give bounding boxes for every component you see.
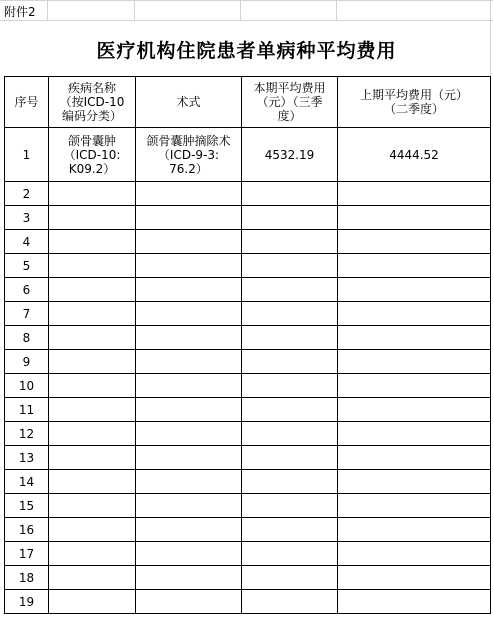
row-disease [49,566,136,590]
table-row [5,470,491,494]
row-previous-cost: 4444.52 [338,128,491,182]
row-seq: 15 [5,494,49,518]
row-disease [49,206,136,230]
row-current-cost [242,350,338,374]
table-row [5,590,491,614]
row-current-cost [242,374,338,398]
header-disease-line: 编码分类） [61,109,122,123]
header-previous-line: 上期平均费用（元） [359,88,468,102]
row-previous-cost [338,374,491,398]
row-disease [49,254,136,278]
table-row [5,398,491,422]
row-previous-cost [338,206,491,230]
row-procedure [136,182,242,206]
row-disease [49,542,136,566]
row-previous-cost [338,254,491,278]
row-previous-cost [338,566,491,590]
row-seq: 2 [5,182,49,206]
row-current-cost [242,398,338,422]
row-procedure [136,326,242,350]
table-row [5,128,491,182]
row-procedure [136,494,242,518]
table-row [5,446,491,470]
row-disease [49,374,136,398]
header-current-line: （元）（三季 [256,95,323,109]
row-disease [49,182,136,206]
row-previous-cost [338,350,491,374]
row-current-cost [242,254,338,278]
row-previous-cost [338,182,491,206]
table-row [5,326,491,350]
row-current-cost: 4532.19 [242,128,338,182]
table-row [5,422,491,446]
row-disease [49,398,136,422]
row-procedure [136,518,242,542]
row-seq: 10 [5,374,49,398]
row-disease [49,518,136,542]
header-procedure: 术式 [136,77,242,128]
header-previous-line: （二季度） [383,102,444,116]
table-row [5,206,491,230]
header-seq: 序号 [5,77,49,128]
row-procedure [136,254,242,278]
row-current-cost [242,494,338,518]
row-previous-cost [338,494,491,518]
table-row [5,494,491,518]
header-disease-line: 疾病名称 [67,81,116,95]
row-seq: 19 [5,590,49,614]
attachment-label: 附件2 [4,5,36,19]
row-current-cost [242,446,338,470]
row-seq: 8 [5,326,49,350]
row-disease [49,470,136,494]
row-procedure [136,542,242,566]
row-seq: 5 [5,254,49,278]
row-current-cost [242,302,338,326]
row-seq: 7 [5,302,49,326]
gridline [47,0,48,20]
row-current-cost [242,566,338,590]
table-row [5,182,491,206]
table-row [5,230,491,254]
row-procedure [136,206,242,230]
row-seq: 16 [5,518,49,542]
row-seq: 6 [5,278,49,302]
row-procedure [136,230,242,254]
row-previous-cost [338,278,491,302]
row-previous-cost [338,518,491,542]
header-current-cost [242,77,338,128]
row-disease [49,302,136,326]
row-procedure [136,470,242,494]
table-row [5,302,491,326]
row-seq: 3 [5,206,49,230]
row-disease [49,494,136,518]
header-disease [49,77,136,128]
header-disease-line: （按ICD-10 [59,95,125,109]
header-current-line: 度） [277,109,302,123]
row-procedure [136,566,242,590]
row-previous-cost [338,470,491,494]
row-procedure [136,422,242,446]
row-procedure [136,128,242,182]
row-current-cost [242,542,338,566]
gridline [336,0,337,20]
row-seq: 1 [5,128,49,182]
row-disease-line: （ICD-10: [63,147,121,162]
row-seq: 18 [5,566,49,590]
row-previous-cost [338,398,491,422]
row-seq: 14 [5,470,49,494]
row-previous-cost [338,446,491,470]
row-previous-cost [338,302,491,326]
row-procedure [136,302,242,326]
row-current-cost [242,326,338,350]
sheet-title: 医疗机构住院患者单病种平均费用 [96,40,397,62]
gridline [240,0,241,20]
row-current-cost [242,278,338,302]
row-procedure-line: （ICD-9-3: [157,147,220,162]
table-row [5,254,491,278]
row-seq: 13 [5,446,49,470]
row-current-cost [242,182,338,206]
row-current-cost [242,590,338,614]
cost-table [4,76,491,614]
row-previous-cost [338,590,491,614]
table-row [5,350,491,374]
gridline [0,20,493,21]
row-seq: 9 [5,350,49,374]
row-procedure [136,590,242,614]
row-current-cost [242,206,338,230]
row-disease [49,230,136,254]
row-current-cost [242,470,338,494]
row-procedure [136,446,242,470]
row-previous-cost [338,542,491,566]
row-procedure [136,350,242,374]
row-seq: 12 [5,422,49,446]
row-previous-cost [338,230,491,254]
row-disease [49,446,136,470]
table-row [5,566,491,590]
row-seq: 17 [5,542,49,566]
table-row [5,374,491,398]
row-seq: 4 [5,230,49,254]
row-procedure-line: 76.2） [169,161,208,176]
header-previous-cost [338,77,491,128]
row-previous-cost [338,326,491,350]
row-current-cost [242,518,338,542]
row-disease [49,278,136,302]
row-procedure-line: 颌骨囊肿摘除术 [146,133,231,148]
row-previous-cost [338,422,491,446]
row-current-cost [242,230,338,254]
table-row [5,518,491,542]
row-seq: 11 [5,398,49,422]
table-header-row [5,77,491,128]
row-procedure [136,398,242,422]
row-current-cost [242,422,338,446]
gridline [134,0,135,20]
row-procedure [136,374,242,398]
row-disease [49,590,136,614]
row-disease [49,422,136,446]
row-disease [49,128,136,182]
header-current-line: 本期平均费用 [253,81,326,95]
row-disease [49,326,136,350]
table-row [5,542,491,566]
row-disease-line: 颌骨囊肿 [67,133,116,148]
gridline [0,0,493,1]
row-disease [49,350,136,374]
table-row [5,278,491,302]
row-disease-line: K09.2） [68,161,116,176]
row-procedure [136,278,242,302]
